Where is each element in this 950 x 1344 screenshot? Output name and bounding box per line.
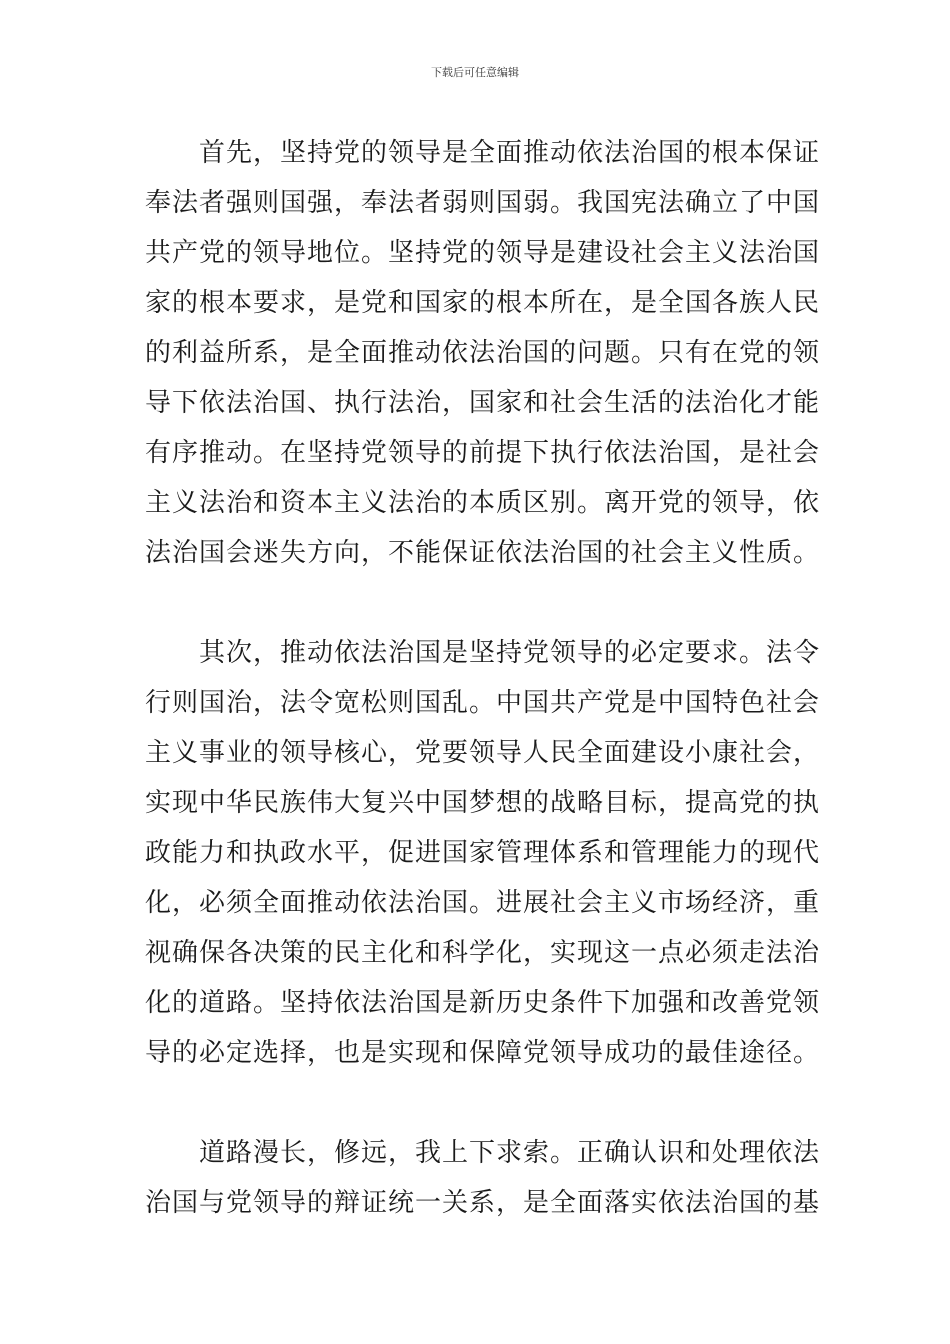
text-line: 主义事业的领导核心，党要领导人民全面建设小康社会， (145, 738, 821, 768)
paragraph-2 (145, 628, 821, 1078)
text-line: 主义法治和资本主义法治的本质区别。离开党的领导，依 (145, 488, 821, 518)
text-line: 首先，坚持党的领导是全面推动依法治国的根本保证 (145, 138, 821, 168)
page-header-note: 下载后可任意编辑 (431, 66, 519, 79)
text-line: 行则国治，法令宽松则国乱。中国共产党是中国特色社会 (145, 688, 821, 718)
text-line: 道路漫长，修远，我上下求索。正确认识和处理依法 (145, 1138, 821, 1168)
document-body (145, 128, 821, 1278)
text-line: 共产党的领导地位。坚持党的领导是建设社会主义法治国 (145, 238, 821, 268)
text-line: 治国与党领导的辩证统一关系，是全面落实依法治国的基 (145, 1188, 821, 1218)
text-line: 的利益所系，是全面推动依法治国的问题。只有在党的领 (145, 338, 821, 368)
text-line: 化，必须全面推动依法治国。进展社会主义市场经济，重 (145, 888, 821, 918)
text-line: 政能力和执政水平，促进国家管理体系和管理能力的现代 (145, 838, 821, 868)
text-line: 视确保各决策的民主化和科学化，实现这一点必须走法治 (145, 938, 821, 968)
text-line: 实现中华民族伟大复兴中国梦想的战略目标，提高党的执 (145, 788, 821, 818)
text-line: 法治国会迷失方向，不能保证依法治国的社会主义性质。 (145, 538, 821, 568)
text-line: 其次，推动依法治国是坚持党领导的必定要求。法令 (145, 638, 821, 668)
text-line: 奉法者强则国强，奉法者弱则国弱。我国宪法确立了中国 (145, 188, 821, 218)
text-line: 有序推动。在坚持党领导的前提下执行依法治国，是社会 (145, 438, 821, 468)
text-line: 导下依法治国、执行法治，国家和社会生活的法治化才能 (145, 388, 821, 418)
text-line: 化的道路。坚持依法治国是新历史条件下加强和改善党领 (145, 988, 821, 1018)
text-line: 导的必定选择，也是实现和保障党领导成功的最佳途径。 (145, 1038, 821, 1068)
paragraph-1 (145, 128, 821, 578)
paragraph-3 (145, 1128, 821, 1228)
text-line: 家的根本要求，是党和国家的根本所在，是全国各族人民 (145, 288, 821, 318)
